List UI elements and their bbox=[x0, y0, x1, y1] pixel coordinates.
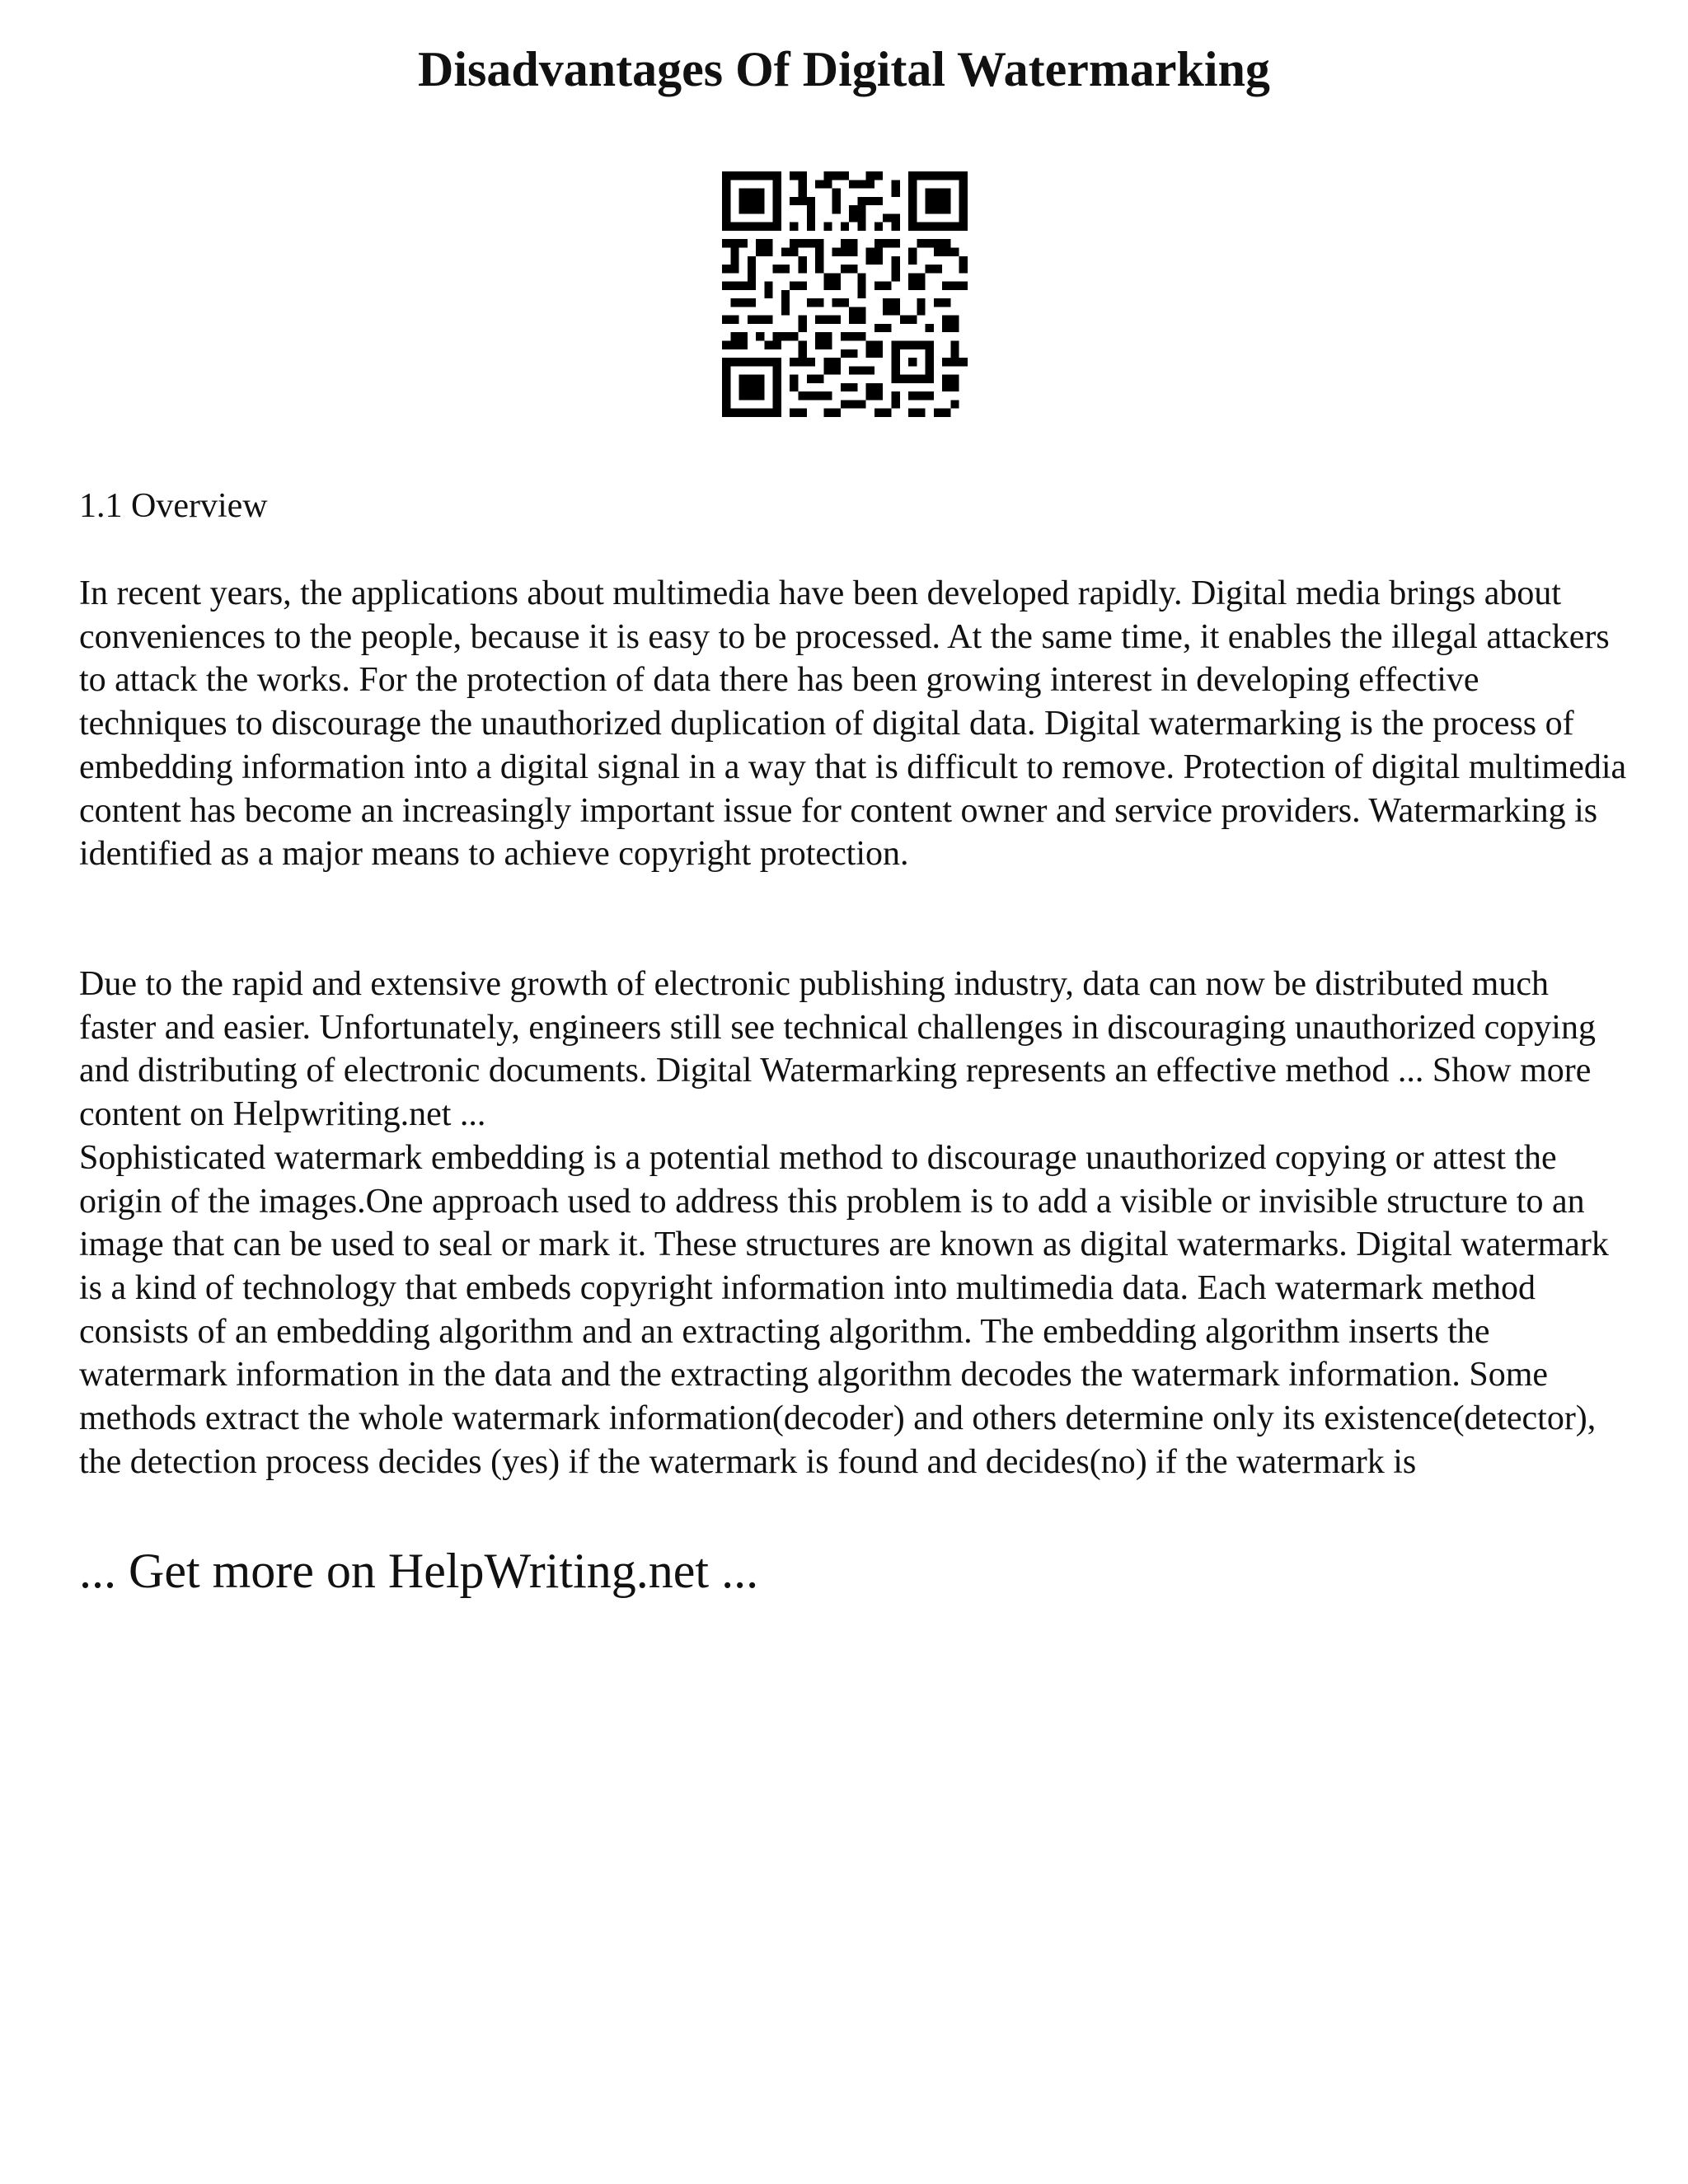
qr-code-icon bbox=[722, 171, 968, 417]
section-heading: 1.1 Overview bbox=[79, 487, 268, 525]
paragraph-2-body: Sophisticated watermark embedding is a potential method to discourage unauthorized copying or attest the origin of the images.One approach used to address this problem is to add a visible or invisible structure to an image that can be used to seal or mark it. These structures are known as digital watermarks. Digital watermark is a kind of technology that embeds copyright information into multimedia data. Each watermark method consists of an embedding algorithm and an extracting algorithm. The embedding algorithm inserts the watermark information in the data and the extracting algorithm decodes the watermark information. Some methods extract the whole watermark information(decoder) and others determine only its existence(detector), the detection process decides (yes) if the watermark is found and decides(no) if the watermark is bbox=[79, 1138, 1609, 1481]
paragraph-2 bbox=[79, 963, 1629, 1483]
get-more-link[interactable]: ... Get more on HelpWriting.net ... bbox=[79, 1544, 759, 1598]
paragraph-1: In recent years, the applications about multimedia have been developed rapidly. Digital media brings about conveniences to the people, because it is easy to be processed. At the same time, it enables the illegal attackers to attack the works. For the protection of data there has been growing interest in developing effective techniques to discourage the unauthorized duplication of digital data. Digital watermarking is the process of embedding information into a digital signal in a way that is difficult to remove. Protection of digital multimedia content has become an increasingly important issue for content owner and service providers. Watermarking is identified as a major means to achieve copyright protection. bbox=[79, 574, 1627, 874]
paragraph-2-intro: Due to the rapid and extensive growth of electronic publishing industry, data can now be distributed much faster and easier. Unfortunately, engineers still see technical challenges in discouraging unauthorized copying and distributing of electronic documents. Digital Watermarking represents an effective method ... Show more content on Helpwriting.net ... bbox=[79, 965, 1596, 1134]
document-title: Disadvantages Of Digital Watermarking bbox=[418, 42, 1270, 96]
